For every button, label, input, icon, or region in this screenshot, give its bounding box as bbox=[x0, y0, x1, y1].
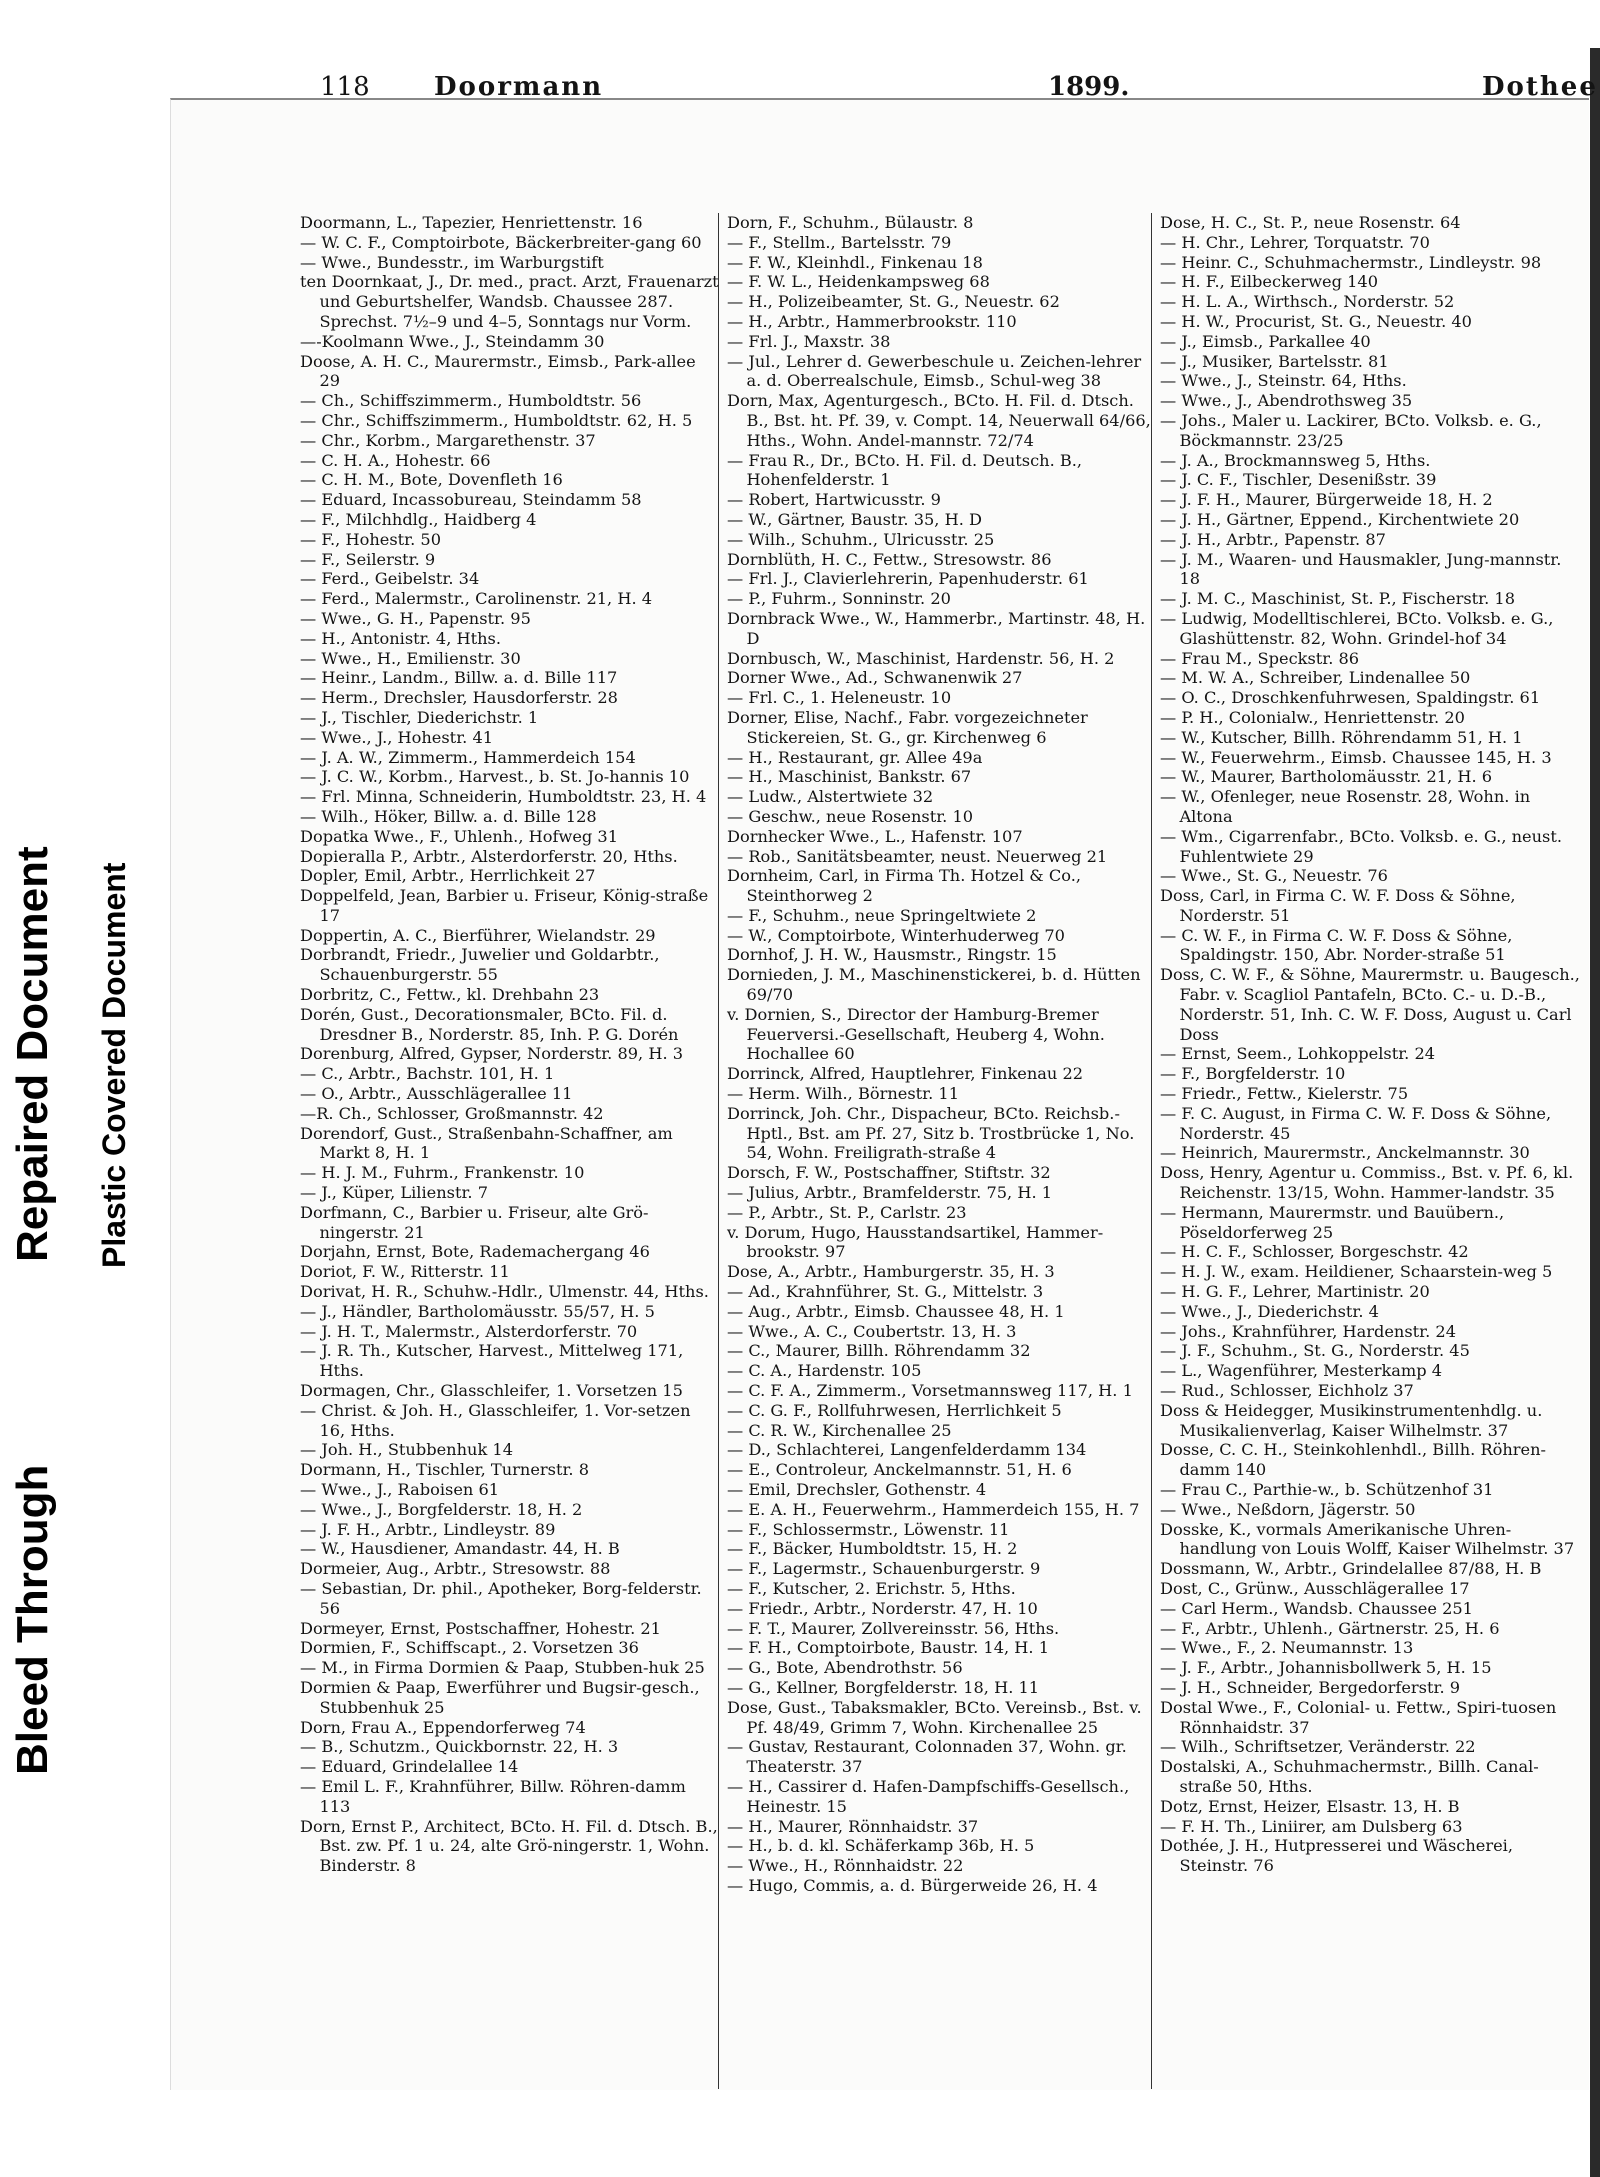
directory-entry: Dorn, Ernst P., Architect, BCto. H. Fil. d. Dtsch. B., Bst. zw. Pf. 1 u. 24, alte Grö-ningerstr. 1, Wohn. Binderstr. 8 bbox=[300, 1816, 718, 1876]
directory-entry: Dormien & Paap, Ewerführer und Bugsir-gesch., Stubbenhuk 25 bbox=[300, 1677, 700, 1717]
directory-entry: Dostal Wwe., F., Colonial- u. Fettw., Spiri-tuosen Rönnhaidstr. 37 bbox=[1160, 1697, 1557, 1737]
directory-entry: — F. T., Maurer, Zollvereinsstr. 56, Hths. bbox=[727, 1618, 1060, 1638]
directory-entry: — W., Comptoirbote, Winterhuderweg 70 bbox=[727, 925, 1065, 945]
directory-entry: Dornheim, Carl, in Firma Th. Hotzel & Co., Steinthorweg 2 bbox=[727, 866, 1081, 906]
directory-entry: Dose, Gust., Tabaksmakler, BCto. Vereinsb., Bst. v. Pf. 48/49, Grimm 7, Wohn. Kirchenallee 25 bbox=[727, 1697, 1142, 1737]
directory-entry: Doppelfeld, Jean, Barbier u. Friseur, König-straße 17 bbox=[300, 886, 709, 925]
directory-entry: — Frau C., Parthie-w., b. Schützenhof 31 bbox=[1160, 1480, 1494, 1499]
plastic-covered-label: Plastic Covered Document bbox=[96, 862, 132, 1268]
directory-entry: — Herm. Wilh., Börnestr. 11 bbox=[727, 1084, 960, 1104]
directory-entry: — Frl. J., Clavierlehrerin, Papenhuderstr. 61 bbox=[727, 569, 1089, 589]
directory-entry: — P., Arbtr., St. P., Carlstr. 23 bbox=[727, 1202, 967, 1222]
directory-entry: Dormeyer, Ernst, Postschaffner, Hohestr. 21 bbox=[300, 1618, 661, 1638]
directory-entry: — Joh. H., Stubbenhuk 14 bbox=[300, 1440, 513, 1460]
bleed-through-label: Bleed Through bbox=[8, 1464, 57, 1775]
directory-entry: — Johs., Krahnführer, Hardenstr. 24 bbox=[1160, 1321, 1457, 1341]
directory-entry: — Wwe., St. G., Neuestr. 76 bbox=[1160, 866, 1388, 886]
directory-entry: — Wwe., J., Steinstr. 64, Hths. bbox=[1160, 371, 1407, 391]
directory-entry: — F. W. L., Heidenkampsweg 68 bbox=[727, 272, 990, 292]
directory-entry: — F., Stellm., Bartelsstr. 79 bbox=[727, 232, 952, 252]
directory-entry: — Frau R., Dr., BCto. H. Fil. d. Deutsch. B., Hohenfelderstr. 1 bbox=[727, 450, 1083, 490]
directory-entry: — H., Maschinist, Bankstr. 67 bbox=[727, 767, 972, 787]
directory-entry: — W., Feuerwehrm., Eimsb. Chaussee 145, H. 3 bbox=[1160, 747, 1552, 767]
directory-entry: — F., Seilerstr. 9 bbox=[300, 549, 436, 569]
directory-entry: — Wilh., Schriftsetzer, Veränderstr. 22 bbox=[1160, 1737, 1476, 1757]
directory-entry: Dossmann, W., Arbtr., Grindelallee 87/88, H. B bbox=[1160, 1559, 1542, 1579]
directory-entry: — C. F. A., Zimmerm., Vorsetmannsweg 117, H. 1 bbox=[727, 1381, 1133, 1401]
directory-entry: — H., b. d. kl. Schäferkamp 36b, H. 5 bbox=[727, 1836, 1035, 1856]
directory-entry: — W., Ofenleger, neue Rosenstr. 28, Wohn. in Altona bbox=[1160, 787, 1531, 826]
directory-entry: — J. H. T., Malermstr., Alsterdorferstr. 70 bbox=[300, 1321, 638, 1341]
directory-entry: — Wwe., H., Rönnhaidstr. 22 bbox=[727, 1856, 964, 1876]
directory-entry: — W., Kutscher, Billh. Röhrendamm 51, H. 1 bbox=[1160, 727, 1523, 747]
directory-entry: — P. H., Colonialw., Henriettenstr. 20 bbox=[1160, 707, 1465, 727]
directory-entry: — Ad., Krahnführer, St. G., Mittelstr. 3 bbox=[727, 1282, 1044, 1302]
directory-entry: — H. G. F., Lehrer, Martinistr. 20 bbox=[1160, 1282, 1430, 1302]
directory-entry: Dorfmann, C., Barbier u. Friseur, alte Grö-ningerstr. 21 bbox=[300, 1202, 649, 1242]
directory-entry: — M. W. A., Schreiber, Lindenallee 50 bbox=[1160, 668, 1471, 688]
directory-entry: Dorrinck, Alfred, Hauptlehrer, Finkenau 22 bbox=[727, 1064, 1084, 1084]
directory-entry: — Ferd., Geibelstr. 34 bbox=[300, 569, 480, 589]
directory-entry: Dorbritz, C., Fettw., kl. Drehbahn 23 bbox=[300, 985, 600, 1005]
directory-entry: Dornhecker Wwe., L., Hafenstr. 107 bbox=[727, 826, 1023, 846]
directory-entry: — H. W., Procurist, St. G., Neuestr. 40 bbox=[1160, 311, 1472, 331]
directory-entry: — M., in Firma Dormien & Paap, Stubben-huk 25 bbox=[300, 1658, 705, 1678]
directory-entry: — Wwe., F., 2. Neumannstr. 13 bbox=[1160, 1638, 1414, 1658]
directory-entry: — F., Schlossermstr., Löwenstr. 11 bbox=[727, 1519, 1010, 1539]
directory-entry: — C. A., Hardenstr. 105 bbox=[727, 1361, 922, 1381]
directory-entry: — H., Restaurant, gr. Allee 49a bbox=[727, 747, 983, 767]
directory-entry: — H., Antonistr. 4, Hths. bbox=[300, 628, 502, 648]
directory-entry: — W., Hausdiener, Amandastr. 44, H. B bbox=[300, 1539, 620, 1559]
directory-entry: Doormann, L., Tapezier, Henriettenstr. 16 bbox=[300, 213, 643, 232]
directory-entry: Dopieralla P., Arbtr., Alsterdorferstr. 20, Hths. bbox=[300, 846, 678, 866]
directory-entry: Dose, A., Arbtr., Hamburgerstr. 35, H. 3 bbox=[727, 1262, 1055, 1282]
directory-entry: Dorn, Max, Agenturgesch., BCto. H. Fil. d. Dtsch. B., Bst. ht. Pf. 39, v. Compt. 14, Neuerwall 64/66, Hths., Wohn. Andel-mannstr. 72/74 bbox=[727, 391, 1151, 450]
directory-entry: — Ch., Schiffszimmerm., Humboldtstr. 56 bbox=[300, 391, 642, 411]
page-number: 118 bbox=[320, 72, 370, 102]
directory-entry: — Friedr., Arbtr., Norderstr. 47, H. 10 bbox=[727, 1598, 1038, 1618]
directory-entry: — Wwe., J., Raboisen 61 bbox=[300, 1480, 500, 1499]
directory-entry: — Friedr., Fettw., Kielerstr. 75 bbox=[1160, 1084, 1409, 1104]
directory-entry: — J. C. F., Tischler, Desenißstr. 39 bbox=[1160, 470, 1437, 490]
directory-entry: — J., Küper, Lilienstr. 7 bbox=[300, 1183, 489, 1203]
directory-entry: Dothée, J. H., Hutpresserei und Wäscherei, Steinstr. 76 bbox=[1160, 1836, 1514, 1876]
directory-entry: — J., Musiker, Bartelsstr. 81 bbox=[1160, 351, 1389, 371]
directory-entry: — Sebastian, Dr. phil., Apotheker, Borg-felderstr. 56 bbox=[300, 1578, 702, 1618]
directory-entry: Doss, Henry, Agentur u. Commiss., Bst. v. Pf. 6, kl. Reichenstr. 13/15, Wohn. Hammer-landstr. 35 bbox=[1160, 1163, 1574, 1203]
directory-entry: — Julius, Arbtr., Bramfelderstr. 75, H. 1 bbox=[727, 1183, 1053, 1203]
directory-entry: — Frl. C., 1. Heleneustr. 10 bbox=[727, 688, 952, 708]
directory-entry: — H., Polizeibeamter, St. G., Neuestr. 62 bbox=[727, 292, 1060, 312]
directory-entry: — Frl. Minna, Schneiderin, Humboldtstr. 23, H. 4 bbox=[300, 787, 707, 807]
directory-entry: — C. R. W., Kirchenallee 25 bbox=[727, 1420, 952, 1440]
directory-entry: Dornhof, J. H. W., Hausmstr., Ringstr. 15 bbox=[727, 945, 1057, 965]
directory-entry: — C. G. F., Rollfuhrwesen, Herrlichkeit 5 bbox=[727, 1400, 1062, 1420]
directory-entry: — Wilh., Schuhm., Ulricusstr. 25 bbox=[727, 529, 995, 549]
directory-entry: — Chr., Schiffszimmerm., Humboldtstr. 62, H. 5 bbox=[300, 410, 693, 430]
directory-entry: — G., Kellner, Borgfelderstr. 18, H. 11 bbox=[727, 1677, 1040, 1697]
directory-entry: — F., Schuhm., neue Springeltwiete 2 bbox=[727, 905, 1037, 925]
directory-entry: — Johs., Maler u. Lackirer, BCto. Volksb. e. G., Böckmannstr. 23/25 bbox=[1160, 410, 1542, 450]
directory-entry: — H. C. F., Schlosser, Borgeschstr. 42 bbox=[1160, 1242, 1469, 1262]
directory-entry: Dose, H. C., St. P., neue Rosenstr. 64 bbox=[1160, 213, 1461, 232]
directory-entry: — W. C. F., Comptoirbote, Bäckerbreiter-gang 60 bbox=[300, 232, 702, 252]
directory-entry: Dopler, Emil, Arbtr., Herrlichkeit 27 bbox=[300, 866, 596, 886]
directory-entry: — P., Fuhrm., Sonninstr. 20 bbox=[727, 589, 951, 609]
directory-entry: — H. J. M., Fuhrm., Frankenstr. 10 bbox=[300, 1163, 585, 1183]
directory-entry: — Wilh., Höker, Billw. a. d. Bille 128 bbox=[300, 806, 597, 826]
directory-entry: Doose, A. H. C., Maurermstr., Eimsb., Park-allee 29 bbox=[300, 351, 696, 391]
directory-entry: — B., Schutzm., Quickbornstr. 22, H. 3 bbox=[300, 1737, 619, 1757]
directory-entry: — Rob., Sanitätsbeamter, neust. Neuerweg 21 bbox=[727, 846, 1108, 866]
directory-entry: Dorendorf, Gust., Straßenbahn-Schaffner, am Markt 8, H. 1 bbox=[300, 1123, 673, 1163]
directory-entry: — J. F., Schuhm., St. G., Norderstr. 45 bbox=[1160, 1341, 1470, 1361]
directory-entry: ten Doornkaat, J., Dr. med., pract. Arzt, Frauenarzt und Geburtshelfer, Wandsb. Chaussee 287. Sprechst. 7½–9 und 4–5, Sonntags nur Vorm. bbox=[300, 272, 719, 331]
directory-entry: — F., Kutscher, 2. Erichstr. 5, Hths. bbox=[727, 1578, 1016, 1598]
repaired-document-label: Repaired Document bbox=[8, 846, 57, 1262]
directory-entry: Dorbrandt, Friedr., Juwelier und Goldarbtr., Schauenburgerstr. 55 bbox=[300, 945, 660, 985]
directory-entry: Dorn, F., Schuhm., Bülaustr. 8 bbox=[727, 213, 974, 232]
directory-entry: — F., Bäcker, Humboldtstr. 15, H. 2 bbox=[727, 1539, 1018, 1559]
directory-entry: Dostalski, A., Schuhmachermstr., Billh. Canal-straße 50, Hths. bbox=[1160, 1757, 1539, 1796]
directory-entry: Dornbusch, W., Maschinist, Hardenstr. 56, H. 2 bbox=[727, 648, 1115, 668]
directory-entry: Doriot, F. W., Ritterstr. 11 bbox=[300, 1262, 510, 1282]
directory-entry: — J. R. Th., Kutscher, Harvest., Mittelweg 171, Hths. bbox=[300, 1341, 684, 1381]
directory-entry: — L., Wagenführer, Mesterkamp 4 bbox=[1160, 1361, 1443, 1381]
directory-entry: — W., Gärtner, Baustr. 35, H. D bbox=[727, 509, 982, 529]
directory-entry: — E., Controleur, Anckelmannstr. 51, H. 6 bbox=[727, 1460, 1072, 1480]
directory-entry: — F., Milchhdlg., Haidberg 4 bbox=[300, 509, 537, 529]
directory-entry: Dorén, Gust., Decorationsmaler, BCto. Fil. d. Dresdner B., Norderstr. 85, Inh. P. G. Dorén bbox=[300, 1004, 679, 1044]
directory-entry: — Hugo, Commis, a. d. Bürgerweide 26, H. 4 bbox=[727, 1875, 1098, 1895]
directory-entry: — Wwe., J., Borgfelderstr. 18, H. 2 bbox=[300, 1499, 583, 1519]
directory-entry: Dorn, Frau A., Eppendorferweg 74 bbox=[300, 1717, 586, 1737]
directory-entry: — Rud., Schlosser, Eichholz 37 bbox=[1160, 1381, 1414, 1401]
directory-entry: Dosse, C. C. H., Steinkohlenhdl., Billh. Röhren-damm 140 bbox=[1160, 1440, 1547, 1480]
directory-entry: — G., Bote, Abendrothstr. 56 bbox=[727, 1658, 963, 1678]
directory-entry: — Ludw., Alstertwiete 32 bbox=[727, 787, 934, 807]
directory-entry: — H. L. A., Wirthsch., Norderstr. 52 bbox=[1160, 292, 1455, 312]
directory-entry: — Heinr., Landm., Billw. a. d. Bille 117 bbox=[300, 668, 618, 688]
directory-entry: — Wwe., H., Emilienstr. 30 bbox=[300, 648, 521, 668]
directory-entry: — C., Arbtr., Bachstr. 101, H. 1 bbox=[300, 1064, 555, 1084]
directory-entry: — Ferd., Malermstr., Carolinenstr. 21, H. 4 bbox=[300, 589, 653, 609]
directory-entry: — D., Schlachterei, Langenfelderdamm 134 bbox=[727, 1440, 1087, 1460]
directory-entry: — Wwe., Neßdorn, Jägerstr. 50 bbox=[1160, 1499, 1416, 1519]
directory-entry: — J. H., Arbtr., Papenstr. 87 bbox=[1160, 529, 1386, 549]
directory-entry: — H. F., Eilbeckerweg 140 bbox=[1160, 272, 1379, 292]
directory-entry: — Eduard, Incassobureau, Steindamm 58 bbox=[300, 490, 642, 510]
directory-entry: — Jul., Lehrer d. Gewerbeschule u. Zeichen-lehrer a. d. Oberrealschule, Eimsb., Schul-weg 38 bbox=[727, 351, 1142, 391]
directory-entry: Dornbrack Wwe., W., Hammerbr., Martinstr. 48, H. D bbox=[727, 608, 1146, 648]
directory-entry: — O., Arbtr., Ausschlägerallee 11 bbox=[300, 1084, 573, 1104]
directory-entry: — F. C. August, in Firma C. W. F. Doss & Söhne, Norderstr. 45 bbox=[1160, 1103, 1552, 1143]
directory-entry: — J. A. W., Zimmerm., Hammerdeich 154 bbox=[300, 747, 636, 767]
directory-entry: Dornieden, J. M., Maschinenstickerei, b. d. Hütten 69/70 bbox=[727, 965, 1141, 1005]
directory-entry: Doss & Heidegger, Musikinstrumentenhdlg. u. Musikalienverlag, Kaiser Wilhelmstr. 37 bbox=[1160, 1400, 1543, 1440]
directory-entry: — Wwe., G. H., Papenstr. 95 bbox=[300, 608, 531, 628]
directory-entry: Dormeier, Aug., Arbtr., Stresowstr. 88 bbox=[300, 1559, 611, 1579]
directory-entry: — H., Maurer, Rönnhaidstr. 37 bbox=[727, 1816, 979, 1836]
right-running-head: Dothee bbox=[1482, 72, 1598, 102]
directory-entry: — J. H., Gärtner, Eppend., Kirchentwiete 20 bbox=[1160, 509, 1520, 529]
directory-entry: — J. C. W., Korbm., Harvest., b. St. Jo-hannis 10 bbox=[300, 767, 690, 787]
directory-entry: Doss, Carl, in Firma C. W. F. Doss & Söhne, Norderstr. 51 bbox=[1160, 886, 1516, 925]
directory-entry: Dorenburg, Alfred, Gypser, Norderstr. 89, H. 3 bbox=[300, 1044, 684, 1064]
directory-entry: — Wwe., J., Abendrothsweg 35 bbox=[1160, 391, 1413, 411]
directory-entry: — Aug., Arbtr., Eimsb. Chaussee 48, H. 1 bbox=[727, 1301, 1065, 1321]
directory-entry: — J. F. H., Maurer, Bürgerweide 18, H. 2 bbox=[1160, 490, 1493, 510]
directory-entry: — F., Borgfelderstr. 10 bbox=[1160, 1064, 1346, 1084]
directory-entry: — W., Maurer, Bartholomäusstr. 21, H. 6 bbox=[1160, 767, 1493, 787]
directory-entry: Dornblüth, H. C., Fettw., Stresowstr. 86 bbox=[727, 549, 1052, 569]
directory-entry: Dorsch, F. W., Postschaffner, Stiftstr. 32 bbox=[727, 1163, 1051, 1183]
directory-entry: — Robert, Hartwicusstr. 9 bbox=[727, 490, 941, 510]
directory-entry: — Wwe., J., Diederichstr. 4 bbox=[1160, 1301, 1379, 1321]
directory-entry: — J. H., Schneider, Bergedorferstr. 9 bbox=[1160, 1677, 1461, 1697]
directory-entry: Dorivat, H. R., Schuhw.-Hdlr., Ulmenstr. 44, Hths. bbox=[300, 1282, 709, 1302]
directory-entry: — H. Chr., Lehrer, Torquatstr. 70 bbox=[1160, 232, 1430, 252]
directory-entry: — F., Lagermstr., Schauenburgerstr. 9 bbox=[727, 1559, 1041, 1579]
directory-entry: — Eduard, Grindelallee 14 bbox=[300, 1757, 519, 1777]
directory-entry: — F., Hohestr. 50 bbox=[300, 529, 442, 549]
directory-entry: Dosske, K., vormals Amerikanische Uhren-handlung von Louis Wolff, Kaiser Wilhelmstr. 37 bbox=[1160, 1519, 1575, 1559]
directory-entry: — Ludwig, Modelltischlerei, BCto. Volksb. e. G., Glashüttenstr. 82, Wohn. Grindel-hof 34 bbox=[1160, 608, 1554, 648]
directory-entry: — Frl. J., Maxstr. 38 bbox=[727, 331, 891, 351]
directory-entry: Dorrinck, Joh. Chr., Dispacheur, BCto. Reichsb.-Hptl., Bst. am Pf. 27, Sitz b. Trostbrücke 1, No. 54, Wohn. Freiligrath-straße 4 bbox=[727, 1103, 1135, 1163]
directory-entry: — F., Arbtr., Uhlenh., Gärtnerstr. 25, H. 6 bbox=[1160, 1618, 1500, 1638]
directory-entry: v. Dornien, S., Director der Hamburg-Bremer Feuerversi.-Gesellschaft, Heuberg 4, Wohn. Hochallee 60 bbox=[727, 1004, 1105, 1064]
directory-entry: — Geschw., neue Rosenstr. 10 bbox=[727, 806, 974, 826]
directory-entry: — C. W. F., in Firma C. W. F. Doss & Söhne, Spaldingstr. 150, Abr. Norder-straße 51 bbox=[1160, 925, 1513, 965]
directory-entry: — C. H. A., Hohestr. 66 bbox=[300, 450, 491, 470]
directory-entry: — J. M., Waaren- und Hausmakler, Jung-mannstr. 18 bbox=[1160, 549, 1562, 589]
directory-entry: — Wwe., A. C., Coubertstr. 13, H. 3 bbox=[727, 1321, 1017, 1341]
directory-entry: — J. F. H., Arbtr., Lindleystr. 89 bbox=[300, 1519, 556, 1539]
directory-entry: — E. A. H., Feuerwehrm., Hammerdeich 155, H. 7 bbox=[727, 1499, 1140, 1519]
column-right bbox=[1160, 213, 1580, 1876]
directory-entry: — C. H. M., Bote, Dovenfleth 16 bbox=[300, 470, 563, 490]
directory-entry: —-Koolmann Wwe., J., Steindamm 30 bbox=[300, 331, 605, 351]
page-header bbox=[150, 72, 1598, 112]
directory-entry: — Chr., Korbm., Margarethenstr. 37 bbox=[300, 430, 596, 450]
directory-entry: Dorner, Elise, Nachf., Fabr. vorgezeichneter Stickereien, St. G., gr. Kirchenweg 6 bbox=[727, 707, 1088, 747]
directory-entry: Dormien, F., Schiffscapt., 2. Vorsetzen 36 bbox=[300, 1638, 639, 1658]
directory-entry: — Wwe., J., Hohestr. 41 bbox=[300, 727, 494, 747]
directory-entry: — O. C., Droschkenfuhrwesen, Spaldingstr. 61 bbox=[1160, 688, 1541, 708]
directory-entry: — F. H., Comptoirbote, Baustr. 14, H. 1 bbox=[727, 1638, 1050, 1658]
directory-entry: — J., Eimsb., Parkallee 40 bbox=[1160, 331, 1371, 351]
directory-entry: — Wm., Cigarrenfabr., BCto. Volksb. e. G., neust. Fuhlentwiete 29 bbox=[1160, 826, 1562, 866]
directory-entry: — Emil, Drechsler, Gothenstr. 4 bbox=[727, 1480, 987, 1499]
binding-edge bbox=[1590, 48, 1600, 2177]
directory-entry: — H., Cassirer d. Hafen-Dampfschiffs-Gesellsch., Heinestr. 15 bbox=[727, 1776, 1130, 1816]
column-middle bbox=[727, 213, 1152, 1896]
directory-entry: — Ernst, Seem., Lohkoppelstr. 24 bbox=[1160, 1044, 1436, 1064]
directory-entry: — H. J. W., exam. Heildiener, Schaarstein-weg 5 bbox=[1160, 1262, 1553, 1282]
directory-entry: Dorner Wwe., Ad., Schwanenwik 27 bbox=[727, 668, 1023, 688]
directory-entry: v. Dorum, Hugo, Hausstandsartikel, Hammer-brookstr. 97 bbox=[727, 1222, 1104, 1262]
directory-entry: Doppertin, A. C., Bierführer, Wielandstr. 29 bbox=[300, 925, 656, 945]
directory-entry: Dotz, Ernst, Heizer, Elsastr. 13, H. B bbox=[1160, 1796, 1460, 1816]
directory-entry: Dost, C., Grünw., Ausschlägerallee 17 bbox=[1160, 1578, 1470, 1598]
directory-entry: — Emil L. F., Krahnführer, Billw. Röhren-damm 113 bbox=[300, 1776, 686, 1816]
directory-entry: Dormagen, Chr., Glasschleifer, 1. Vorsetzen 15 bbox=[300, 1381, 683, 1401]
directory-entry: — J., Tischler, Diederichstr. 1 bbox=[300, 707, 539, 727]
directory-entry: — H., Arbtr., Hammerbrookstr. 110 bbox=[727, 311, 1017, 331]
directory-entry: — Heinr. C., Schuhmachermstr., Lindleystr. 98 bbox=[1160, 252, 1542, 272]
directory-entry: — J. M. C., Maschinist, St. P., Fischerstr. 18 bbox=[1160, 589, 1515, 609]
directory-entry: Dopatka Wwe., F., Uhlenh., Hofweg 31 bbox=[300, 826, 619, 846]
directory-entry: — J. F., Arbtr., Johannisbollwerk 5, H. 15 bbox=[1160, 1658, 1492, 1678]
directory-entry: — F. H. Th., Liniirer, am Dulsberg 63 bbox=[1160, 1816, 1463, 1836]
directory-entry: — Wwe., Bundesstr., im Warburgstift bbox=[300, 252, 604, 272]
directory-entry: — Frau M., Speckstr. 86 bbox=[1160, 648, 1360, 668]
directory-entry: — C., Maurer, Billh. Röhrendamm 32 bbox=[727, 1341, 1031, 1361]
directory-entry: — Heinrich, Maurermstr., Anckelmannstr. 30 bbox=[1160, 1143, 1530, 1163]
directory-entry: Dormann, H., Tischler, Turnerstr. 8 bbox=[300, 1460, 590, 1480]
directory-entry: — J., Händler, Bartholomäusstr. 55/57, H. 5 bbox=[300, 1301, 655, 1321]
directory-entry: Dorjahn, Ernst, Bote, Rademachergang 46 bbox=[300, 1242, 650, 1262]
left-running-head: Doormann bbox=[434, 72, 604, 102]
directory-entry: — Hermann, Maurermstr. und Bauübern., Pöseldorferweg 25 bbox=[1160, 1202, 1505, 1242]
directory-entry: Doss, C. W. F., & Söhne, Maurermstr. u. Baugesch., Fabr. v. Scagliol Pantafeln, BCto. C.- u. D.-B., Norderstr. 51, Inh. C. W. F. Doss, August u. Carl Doss bbox=[1160, 965, 1580, 1044]
column-left bbox=[300, 213, 720, 1876]
directory-entry: — J. A., Brockmannsweg 5, Hths. bbox=[1160, 450, 1431, 470]
directory-entry: — Herm., Drechsler, Hausdorferstr. 28 bbox=[300, 688, 618, 708]
directory-entry: — Gustav, Restaurant, Colonnaden 37, Wohn. gr. Theaterstr. 37 bbox=[727, 1737, 1127, 1777]
directory-entry: — Christ. & Joh. H., Glasschleifer, 1. Vor-setzen 16, Hths. bbox=[300, 1400, 691, 1440]
directory-entry: —R. Ch., Schlosser, Großmannstr. 42 bbox=[300, 1103, 604, 1123]
directory-entry: — Carl Herm., Wandsb. Chaussee 251 bbox=[1160, 1598, 1473, 1618]
year-heading: 1899. bbox=[1048, 72, 1130, 102]
directory-entry: — F. W., Kleinhdl., Finkenau 18 bbox=[727, 252, 983, 272]
